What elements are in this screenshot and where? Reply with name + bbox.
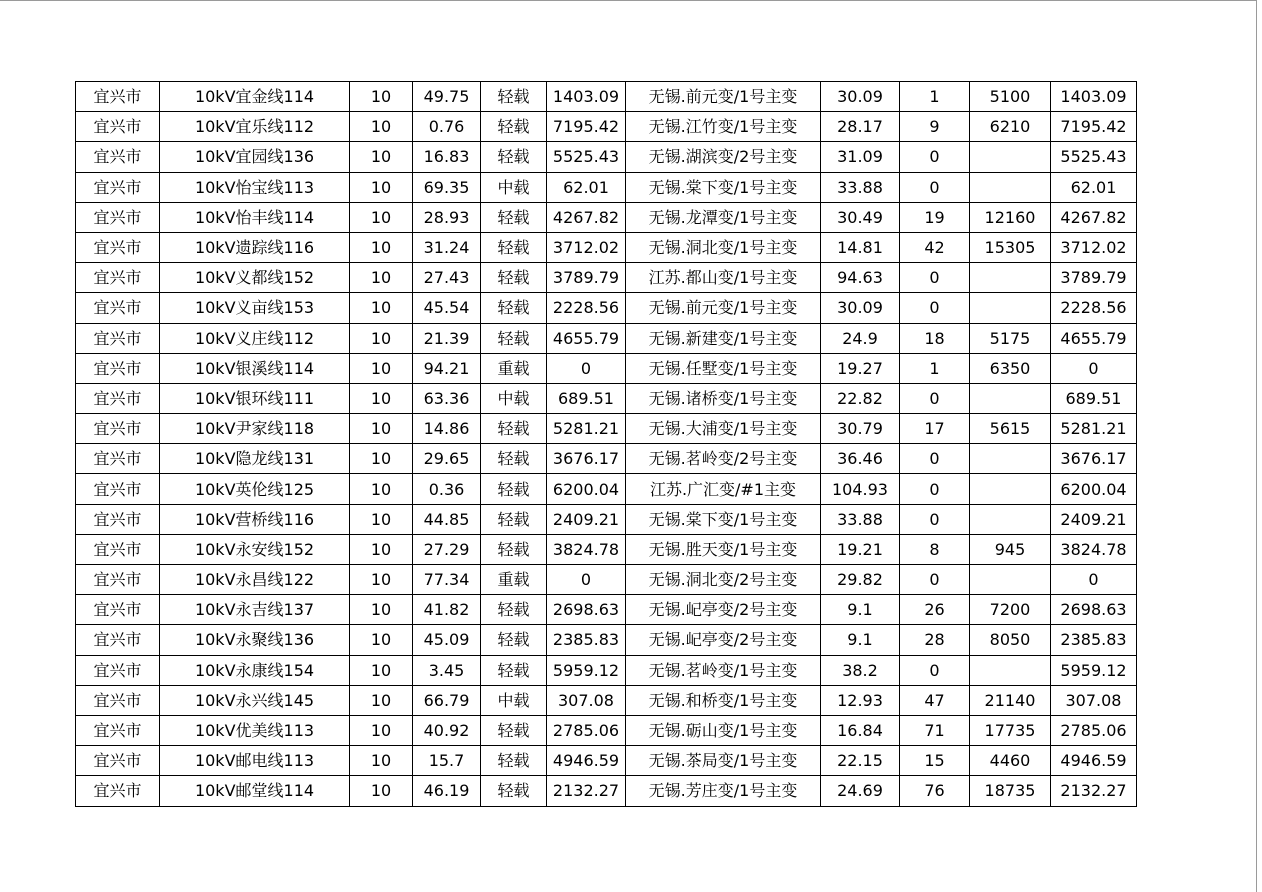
transformer-load-cell: 22.82 — [821, 383, 900, 413]
line-name-cell: 10kV怡丰线114 — [160, 202, 350, 232]
capacity-cell — [970, 444, 1051, 474]
substation-cell: 无锡.诸桥变/1号主变 — [626, 383, 821, 413]
count-cell: 9 — [900, 112, 970, 142]
city-cell: 宜兴市 — [76, 263, 160, 293]
capacity-cell: 7200 — [970, 595, 1051, 625]
margin-cell: 2698.63 — [1051, 595, 1137, 625]
load-status-cell: 中载 — [481, 172, 547, 202]
transformer-load-cell: 30.09 — [821, 82, 900, 112]
load-rate-cell: 44.85 — [413, 504, 481, 534]
line-name-cell: 10kV永康线154 — [160, 655, 350, 685]
voltage-cell: 10 — [350, 595, 413, 625]
load-rate-cell: 41.82 — [413, 595, 481, 625]
transformer-load-cell: 19.27 — [821, 353, 900, 383]
transformer-load-cell: 24.9 — [821, 323, 900, 353]
count-cell: 0 — [900, 504, 970, 534]
city-cell: 宜兴市 — [76, 323, 160, 353]
count-cell: 26 — [900, 595, 970, 625]
voltage-cell: 10 — [350, 232, 413, 262]
capacity-cell: 12160 — [970, 202, 1051, 232]
load-status-cell: 轻载 — [481, 504, 547, 534]
line-name-cell: 10kV怡宝线113 — [160, 172, 350, 202]
voltage-cell: 10 — [350, 82, 413, 112]
table-row — [76, 293, 1137, 323]
available-capacity-cell: 62.01 — [547, 172, 626, 202]
load-status-cell: 重载 — [481, 565, 547, 595]
city-cell: 宜兴市 — [76, 172, 160, 202]
count-cell: 19 — [900, 202, 970, 232]
table-row — [76, 595, 1137, 625]
load-rate-cell: 94.21 — [413, 353, 481, 383]
load-status-cell: 轻载 — [481, 202, 547, 232]
capacity-cell — [970, 172, 1051, 202]
line-name-cell: 10kV遗踪线116 — [160, 232, 350, 262]
table-row — [76, 172, 1137, 202]
voltage-cell: 10 — [350, 112, 413, 142]
available-capacity-cell: 4946.59 — [547, 746, 626, 776]
city-cell: 宜兴市 — [76, 685, 160, 715]
city-cell: 宜兴市 — [76, 625, 160, 655]
load-rate-cell: 45.09 — [413, 625, 481, 655]
load-rate-cell: 29.65 — [413, 444, 481, 474]
available-capacity-cell: 3712.02 — [547, 232, 626, 262]
transformer-load-cell: 12.93 — [821, 685, 900, 715]
load-status-cell: 轻载 — [481, 715, 547, 745]
voltage-cell: 10 — [350, 323, 413, 353]
count-cell: 42 — [900, 232, 970, 262]
voltage-cell: 10 — [350, 263, 413, 293]
line-name-cell: 10kV永聚线136 — [160, 625, 350, 655]
load-status-cell: 轻载 — [481, 776, 547, 806]
table-row — [76, 414, 1137, 444]
table-row — [76, 444, 1137, 474]
count-cell: 0 — [900, 172, 970, 202]
line-name-cell: 10kV义都线152 — [160, 263, 350, 293]
table-row — [76, 323, 1137, 353]
substation-cell: 无锡.前元变/1号主变 — [626, 82, 821, 112]
table-row — [76, 565, 1137, 595]
count-cell: 0 — [900, 655, 970, 685]
count-cell: 17 — [900, 414, 970, 444]
substation-cell: 无锡.屺亭变/2号主变 — [626, 625, 821, 655]
load-status-cell: 轻载 — [481, 655, 547, 685]
load-rate-cell: 16.83 — [413, 142, 481, 172]
table-row — [76, 534, 1137, 564]
count-cell: 0 — [900, 474, 970, 504]
substation-cell: 江苏.广汇变/#1主变 — [626, 474, 821, 504]
substation-cell: 无锡.芳庄变/1号主变 — [626, 776, 821, 806]
load-status-cell: 轻载 — [481, 746, 547, 776]
margin-cell: 3676.17 — [1051, 444, 1137, 474]
load-rate-cell: 49.75 — [413, 82, 481, 112]
margin-cell: 2785.06 — [1051, 715, 1137, 745]
voltage-cell: 10 — [350, 172, 413, 202]
table-row — [76, 474, 1137, 504]
count-cell: 0 — [900, 565, 970, 595]
count-cell: 47 — [900, 685, 970, 715]
voltage-cell: 10 — [350, 655, 413, 685]
line-name-cell: 10kV尹家线118 — [160, 414, 350, 444]
substation-cell: 无锡.江竹变/1号主变 — [626, 112, 821, 142]
substation-cell: 无锡.屺亭变/2号主变 — [626, 595, 821, 625]
transformer-load-cell: 9.1 — [821, 595, 900, 625]
city-cell: 宜兴市 — [76, 715, 160, 745]
transformer-load-cell: 104.93 — [821, 474, 900, 504]
voltage-cell: 10 — [350, 715, 413, 745]
load-rate-cell: 27.43 — [413, 263, 481, 293]
count-cell: 1 — [900, 82, 970, 112]
capacity-cell — [970, 142, 1051, 172]
capacity-cell — [970, 263, 1051, 293]
margin-cell: 307.08 — [1051, 685, 1137, 715]
voltage-cell: 10 — [350, 625, 413, 655]
available-capacity-cell: 3676.17 — [547, 444, 626, 474]
capacity-cell — [970, 655, 1051, 685]
load-status-cell: 中载 — [481, 685, 547, 715]
city-cell: 宜兴市 — [76, 595, 160, 625]
capacity-cell — [970, 293, 1051, 323]
line-name-cell: 10kV营桥线116 — [160, 504, 350, 534]
table-row — [76, 625, 1137, 655]
city-cell: 宜兴市 — [76, 353, 160, 383]
margin-cell: 0 — [1051, 353, 1137, 383]
transformer-load-cell: 38.2 — [821, 655, 900, 685]
count-cell: 0 — [900, 263, 970, 293]
voltage-cell: 10 — [350, 293, 413, 323]
available-capacity-cell: 4267.82 — [547, 202, 626, 232]
load-status-cell: 轻载 — [481, 534, 547, 564]
load-status-cell: 轻载 — [481, 82, 547, 112]
available-capacity-cell: 6200.04 — [547, 474, 626, 504]
load-rate-cell: 63.36 — [413, 383, 481, 413]
voltage-cell: 10 — [350, 142, 413, 172]
voltage-cell: 10 — [350, 504, 413, 534]
line-name-cell: 10kV银环线111 — [160, 383, 350, 413]
capacity-cell — [970, 504, 1051, 534]
margin-cell: 5525.43 — [1051, 142, 1137, 172]
city-cell: 宜兴市 — [76, 504, 160, 534]
margin-cell: 3789.79 — [1051, 263, 1137, 293]
city-cell: 宜兴市 — [76, 232, 160, 262]
capacity-cell: 21140 — [970, 685, 1051, 715]
load-rate-cell: 21.39 — [413, 323, 481, 353]
margin-cell: 1403.09 — [1051, 82, 1137, 112]
capacity-cell: 6210 — [970, 112, 1051, 142]
margin-cell: 5281.21 — [1051, 414, 1137, 444]
load-rate-cell: 46.19 — [413, 776, 481, 806]
available-capacity-cell: 307.08 — [547, 685, 626, 715]
available-capacity-cell: 2132.27 — [547, 776, 626, 806]
substation-cell: 无锡.和桥变/1号主变 — [626, 685, 821, 715]
line-name-cell: 10kV邮电线113 — [160, 746, 350, 776]
voltage-cell: 10 — [350, 534, 413, 564]
table-row — [76, 202, 1137, 232]
available-capacity-cell: 2785.06 — [547, 715, 626, 745]
voltage-cell: 10 — [350, 202, 413, 232]
voltage-cell: 10 — [350, 383, 413, 413]
available-capacity-cell: 2409.21 — [547, 504, 626, 534]
table-row — [76, 263, 1137, 293]
feeder-load-table — [75, 81, 1137, 807]
city-cell: 宜兴市 — [76, 82, 160, 112]
capacity-cell: 945 — [970, 534, 1051, 564]
transformer-load-cell: 30.09 — [821, 293, 900, 323]
substation-cell: 无锡.茶局变/1号主变 — [626, 746, 821, 776]
available-capacity-cell: 0 — [547, 565, 626, 595]
substation-cell: 江苏.都山变/1号主变 — [626, 263, 821, 293]
count-cell: 1 — [900, 353, 970, 383]
transformer-load-cell: 30.49 — [821, 202, 900, 232]
line-name-cell: 10kV永兴线145 — [160, 685, 350, 715]
substation-cell: 无锡.洞北变/1号主变 — [626, 232, 821, 262]
transformer-load-cell: 24.69 — [821, 776, 900, 806]
line-name-cell: 10kV优美线113 — [160, 715, 350, 745]
margin-cell: 5959.12 — [1051, 655, 1137, 685]
line-name-cell: 10kV宜园线136 — [160, 142, 350, 172]
transformer-load-cell: 94.63 — [821, 263, 900, 293]
available-capacity-cell: 1403.09 — [547, 82, 626, 112]
city-cell: 宜兴市 — [76, 293, 160, 323]
transformer-load-cell: 16.84 — [821, 715, 900, 745]
count-cell: 76 — [900, 776, 970, 806]
table-row — [76, 776, 1137, 806]
city-cell: 宜兴市 — [76, 534, 160, 564]
substation-cell: 无锡.新建变/1号主变 — [626, 323, 821, 353]
count-cell: 0 — [900, 383, 970, 413]
margin-cell: 2132.27 — [1051, 776, 1137, 806]
load-rate-cell: 31.24 — [413, 232, 481, 262]
capacity-cell: 18735 — [970, 776, 1051, 806]
table-row — [76, 142, 1137, 172]
substation-cell: 无锡.茗岭变/1号主变 — [626, 655, 821, 685]
margin-cell: 3712.02 — [1051, 232, 1137, 262]
city-cell: 宜兴市 — [76, 746, 160, 776]
capacity-cell: 4460 — [970, 746, 1051, 776]
line-name-cell: 10kV隐龙线131 — [160, 444, 350, 474]
capacity-cell — [970, 383, 1051, 413]
load-status-cell: 轻载 — [481, 323, 547, 353]
load-rate-cell: 3.45 — [413, 655, 481, 685]
load-status-cell: 轻载 — [481, 263, 547, 293]
load-rate-cell: 28.93 — [413, 202, 481, 232]
transformer-load-cell: 33.88 — [821, 172, 900, 202]
line-name-cell: 10kV邮堂线114 — [160, 776, 350, 806]
transformer-load-cell: 19.21 — [821, 534, 900, 564]
available-capacity-cell: 7195.42 — [547, 112, 626, 142]
substation-cell: 无锡.前元变/1号主变 — [626, 293, 821, 323]
transformer-load-cell: 28.17 — [821, 112, 900, 142]
count-cell: 8 — [900, 534, 970, 564]
count-cell: 71 — [900, 715, 970, 745]
available-capacity-cell: 0 — [547, 353, 626, 383]
load-rate-cell: 14.86 — [413, 414, 481, 444]
count-cell: 0 — [900, 444, 970, 474]
voltage-cell: 10 — [350, 444, 413, 474]
substation-cell: 无锡.砺山变/1号主变 — [626, 715, 821, 745]
load-status-cell: 轻载 — [481, 232, 547, 262]
transformer-load-cell: 33.88 — [821, 504, 900, 534]
capacity-cell: 17735 — [970, 715, 1051, 745]
transformer-load-cell: 22.15 — [821, 746, 900, 776]
voltage-cell: 10 — [350, 685, 413, 715]
load-status-cell: 轻载 — [481, 112, 547, 142]
substation-cell: 无锡.胜天变/1号主变 — [626, 534, 821, 564]
margin-cell: 4946.59 — [1051, 746, 1137, 776]
line-name-cell: 10kV义庄线112 — [160, 323, 350, 353]
transformer-load-cell: 29.82 — [821, 565, 900, 595]
available-capacity-cell: 4655.79 — [547, 323, 626, 353]
substation-cell: 无锡.棠下变/1号主变 — [626, 172, 821, 202]
substation-cell: 无锡.洞北变/2号主变 — [626, 565, 821, 595]
voltage-cell: 10 — [350, 776, 413, 806]
line-name-cell: 10kV宜金线114 — [160, 82, 350, 112]
load-rate-cell: 69.35 — [413, 172, 481, 202]
available-capacity-cell: 2698.63 — [547, 595, 626, 625]
table-row — [76, 655, 1137, 685]
available-capacity-cell: 5525.43 — [547, 142, 626, 172]
substation-cell: 无锡.龙潭变/1号主变 — [626, 202, 821, 232]
city-cell: 宜兴市 — [76, 776, 160, 806]
substation-cell: 无锡.湖滨变/2号主变 — [626, 142, 821, 172]
margin-cell: 4655.79 — [1051, 323, 1137, 353]
margin-cell: 62.01 — [1051, 172, 1137, 202]
line-name-cell: 10kV永安线152 — [160, 534, 350, 564]
table-body — [76, 82, 1137, 807]
table-row — [76, 504, 1137, 534]
capacity-cell: 8050 — [970, 625, 1051, 655]
available-capacity-cell: 5281.21 — [547, 414, 626, 444]
available-capacity-cell: 3824.78 — [547, 534, 626, 564]
load-status-cell: 轻载 — [481, 625, 547, 655]
table-row — [76, 715, 1137, 745]
margin-cell: 7195.42 — [1051, 112, 1137, 142]
margin-cell: 0 — [1051, 565, 1137, 595]
load-rate-cell: 27.29 — [413, 534, 481, 564]
margin-cell: 3824.78 — [1051, 534, 1137, 564]
table-row — [76, 746, 1137, 776]
available-capacity-cell: 689.51 — [547, 383, 626, 413]
city-cell: 宜兴市 — [76, 383, 160, 413]
load-status-cell: 轻载 — [481, 414, 547, 444]
line-name-cell: 10kV英伦线125 — [160, 474, 350, 504]
transformer-load-cell: 31.09 — [821, 142, 900, 172]
count-cell: 18 — [900, 323, 970, 353]
load-rate-cell: 66.79 — [413, 685, 481, 715]
table-row — [76, 82, 1137, 112]
load-rate-cell: 40.92 — [413, 715, 481, 745]
transformer-load-cell: 14.81 — [821, 232, 900, 262]
load-status-cell: 轻载 — [481, 474, 547, 504]
table-row — [76, 383, 1137, 413]
load-status-cell: 轻载 — [481, 293, 547, 323]
city-cell: 宜兴市 — [76, 444, 160, 474]
substation-cell: 无锡.大浦变/1号主变 — [626, 414, 821, 444]
load-status-cell: 轻载 — [481, 595, 547, 625]
substation-cell: 无锡.棠下变/1号主变 — [626, 504, 821, 534]
load-status-cell: 中载 — [481, 383, 547, 413]
capacity-cell — [970, 474, 1051, 504]
margin-cell: 689.51 — [1051, 383, 1137, 413]
city-cell: 宜兴市 — [76, 414, 160, 444]
capacity-cell — [970, 565, 1051, 595]
count-cell: 0 — [900, 142, 970, 172]
load-rate-cell: 0.36 — [413, 474, 481, 504]
city-cell: 宜兴市 — [76, 655, 160, 685]
table-row — [76, 112, 1137, 142]
city-cell: 宜兴市 — [76, 474, 160, 504]
count-cell: 15 — [900, 746, 970, 776]
available-capacity-cell: 5959.12 — [547, 655, 626, 685]
line-name-cell: 10kV银溪线114 — [160, 353, 350, 383]
substation-cell: 无锡.任墅变/1号主变 — [626, 353, 821, 383]
load-rate-cell: 0.76 — [413, 112, 481, 142]
load-rate-cell: 77.34 — [413, 565, 481, 595]
load-status-cell: 轻载 — [481, 142, 547, 172]
voltage-cell: 10 — [350, 414, 413, 444]
voltage-cell: 10 — [350, 746, 413, 776]
city-cell: 宜兴市 — [76, 565, 160, 595]
line-name-cell: 10kV宜乐线112 — [160, 112, 350, 142]
voltage-cell: 10 — [350, 474, 413, 504]
capacity-cell: 5615 — [970, 414, 1051, 444]
capacity-cell: 6350 — [970, 353, 1051, 383]
count-cell: 28 — [900, 625, 970, 655]
transformer-load-cell: 30.79 — [821, 414, 900, 444]
load-status-cell: 轻载 — [481, 444, 547, 474]
city-cell: 宜兴市 — [76, 142, 160, 172]
margin-cell: 2228.56 — [1051, 293, 1137, 323]
available-capacity-cell: 3789.79 — [547, 263, 626, 293]
line-name-cell: 10kV义亩线153 — [160, 293, 350, 323]
count-cell: 0 — [900, 293, 970, 323]
line-name-cell: 10kV永吉线137 — [160, 595, 350, 625]
margin-cell: 2409.21 — [1051, 504, 1137, 534]
load-status-cell: 重载 — [481, 353, 547, 383]
capacity-cell: 5175 — [970, 323, 1051, 353]
margin-cell: 4267.82 — [1051, 202, 1137, 232]
substation-cell: 无锡.茗岭变/2号主变 — [626, 444, 821, 474]
city-cell: 宜兴市 — [76, 202, 160, 232]
margin-cell: 2385.83 — [1051, 625, 1137, 655]
margin-cell: 6200.04 — [1051, 474, 1137, 504]
table-row — [76, 353, 1137, 383]
capacity-cell: 15305 — [970, 232, 1051, 262]
load-rate-cell: 45.54 — [413, 293, 481, 323]
table-row — [76, 685, 1137, 715]
voltage-cell: 10 — [350, 353, 413, 383]
load-rate-cell: 15.7 — [413, 746, 481, 776]
available-capacity-cell: 2228.56 — [547, 293, 626, 323]
capacity-cell: 5100 — [970, 82, 1051, 112]
city-cell: 宜兴市 — [76, 112, 160, 142]
table-row — [76, 232, 1137, 262]
transformer-load-cell: 36.46 — [821, 444, 900, 474]
available-capacity-cell: 2385.83 — [547, 625, 626, 655]
line-name-cell: 10kV永昌线122 — [160, 565, 350, 595]
voltage-cell: 10 — [350, 565, 413, 595]
transformer-load-cell: 9.1 — [821, 625, 900, 655]
